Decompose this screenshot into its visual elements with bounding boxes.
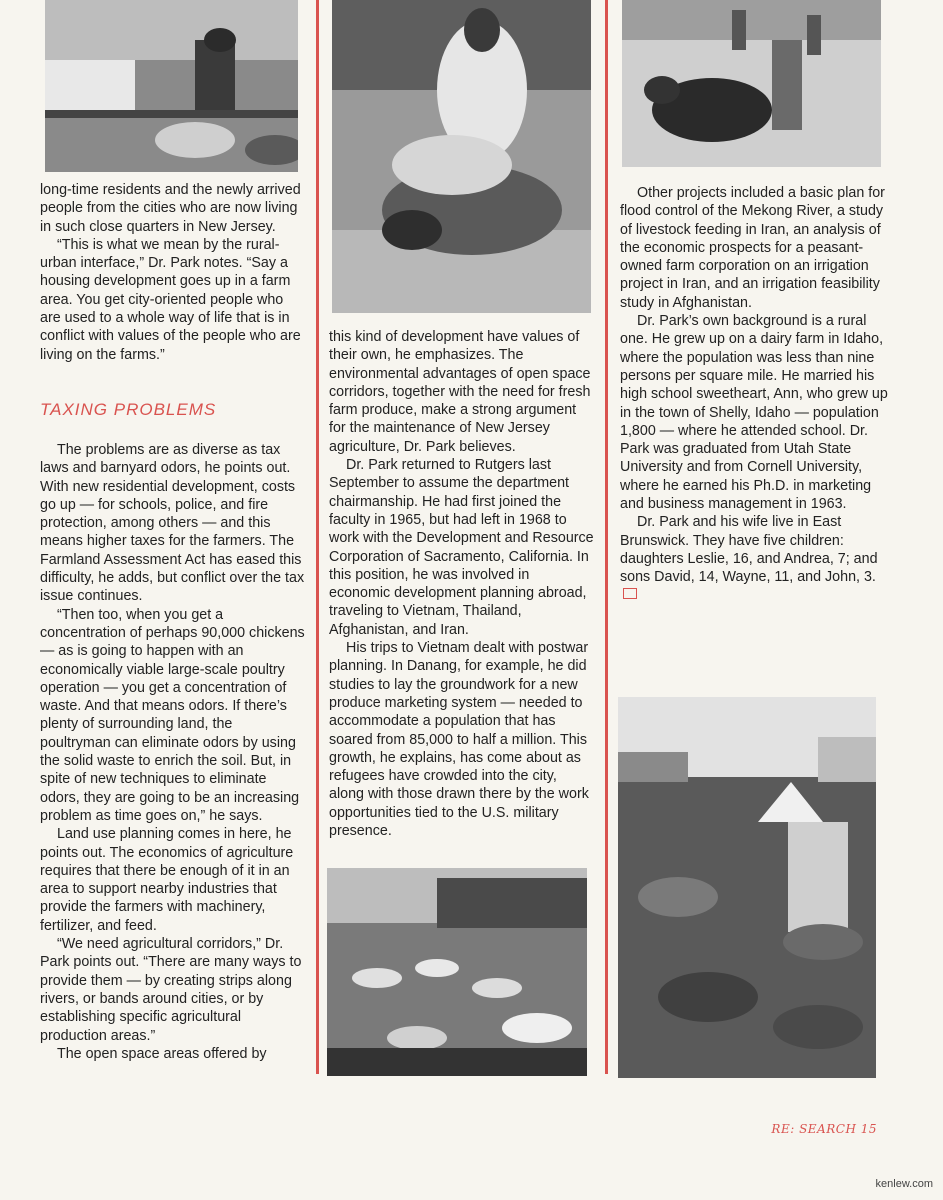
column-3-text: [620, 184, 888, 605]
photo-vietnam-market-crowd: [327, 868, 587, 1076]
photo-water-buffalo: [622, 0, 881, 167]
paragraph: Other projects included a basic plan for flood control of the Mekong River, a study of livestock feeding in Iran, an analysis of the economic prospects for a peasant-owned farm corporation on an irrigation project in Iran, and an irrigation feasibility study in Afghanistan.: [620, 185, 885, 311]
running-footer: RE: SEARCH 15: [771, 1122, 877, 1136]
paragraph: Dr. Park’s own background is a rural one. He grew up on a dairy farm in Idaho, where the population was less than nine persons per square mile. He married his high school sweetheart, Ann, who grew up in the town of Shelly, Idaho — population 1,800 — where he attended school. Dr. Park was graduated from Utah State University and from Cornell University, where he earned his Ph.D. in marketing and business management in 1963.: [620, 313, 888, 513]
photo-market-vendor: [45, 0, 298, 172]
end-mark-icon: [623, 588, 637, 599]
paragraph: “We need agricultural corridors,” Dr. Park points out. “There are many ways to provide them — by creating strips along rivers, or bands around cities, or by establishing specific agricultural production areas.”: [40, 936, 302, 1044]
photo-man-with-donkey: [332, 0, 591, 313]
paragraph: Dr. Park returned to Rutgers last September to assume the department chairmanship. He had first joined the faculty in 1965, but had left in 1968 to work with the Development and Resource Corporation of Sacramento, California. In this position, he was involved in economic development planning abroad, traveling to Vietnam, Thailand, Afghanistan, and Iran.: [329, 457, 594, 638]
column-rule-left: [316, 0, 319, 1074]
paragraph: this kind of development have values of their own, he emphasizes. The environmental advantages of open space corridors, together with the need for fresh farm produce, make a strong argument for the maintenance of New Jersey agriculture, Dr. Park believes.: [329, 329, 591, 455]
column-1-text-bottom: [40, 441, 305, 1063]
paragraph: “Then too, when you get a concentration of perhaps 90,000 chickens — as is going to happen with an economically viable large-scale poultry operation — you get a concentration of waste. And that means odors. If there’s plenty of surrounding land, the poultryman can eliminate odors by using the solid waste to enrich the soil. But, in spite of new techniques to eliminate odors, they are going to be an increasing problem as time goes on,” he says.: [40, 606, 305, 824]
watermark-credit: kenlew.com: [875, 1178, 933, 1190]
paragraph-final: [620, 513, 888, 604]
paragraph-text: Dr. Park and his wife live in East Brunswick. They have five children: daughters Leslie, 16, and Andrea, 7; and sons David, 14, Wayne, 11, and John, 3.: [620, 514, 878, 586]
paragraph: The problems are as diverse as tax laws and barnyard odors, he points out. With new residential development, costs go up — for schools, police, and fire protection, among others — and this means higher taxes for the farmers. The Farmland Assessment Act has eased this difficulty, he adds, but conflict over the tax issue continues.: [40, 442, 305, 605]
paragraph: The open space areas offered by: [57, 1045, 267, 1062]
paragraph: His trips to Vietnam dealt with postwar planning. In Danang, for example, he did studies to lay the groundwork for a new produce marketing system — needed to accommodate a population that has soared from 85,000 to half a million. This growth, he explains, has come about as refugees have crowded into the city, along with those drawn there by the work opportunities tied to the U.S. military presence.: [329, 640, 589, 840]
paragraph: long-time residents and the newly arrived people from the cities who are now living in such close quarters in New Jersey.: [40, 182, 301, 235]
section-heading: TAXING PROBLEMS: [40, 400, 217, 419]
column-1-text-top: [40, 181, 305, 364]
paragraph: “This is what we mean by the rural-urban interface,” Dr. Park notes. “Say a housing development goes up in a farm area. You get city-oriented people who are used to a whole way of life that is in conflict with values of the people who are living on the farms.”: [40, 236, 301, 363]
paragraph: Land use planning comes in here, he points out. The economics of agriculture requires that there be enough of it in an area to support nearby industries that provide the farmers with machinery, fertilizer, and feed.: [40, 826, 294, 934]
photo-woman-in-cabbage-field: [618, 697, 876, 1078]
column-rule-right: [605, 0, 608, 1074]
column-2-text: [329, 328, 594, 840]
